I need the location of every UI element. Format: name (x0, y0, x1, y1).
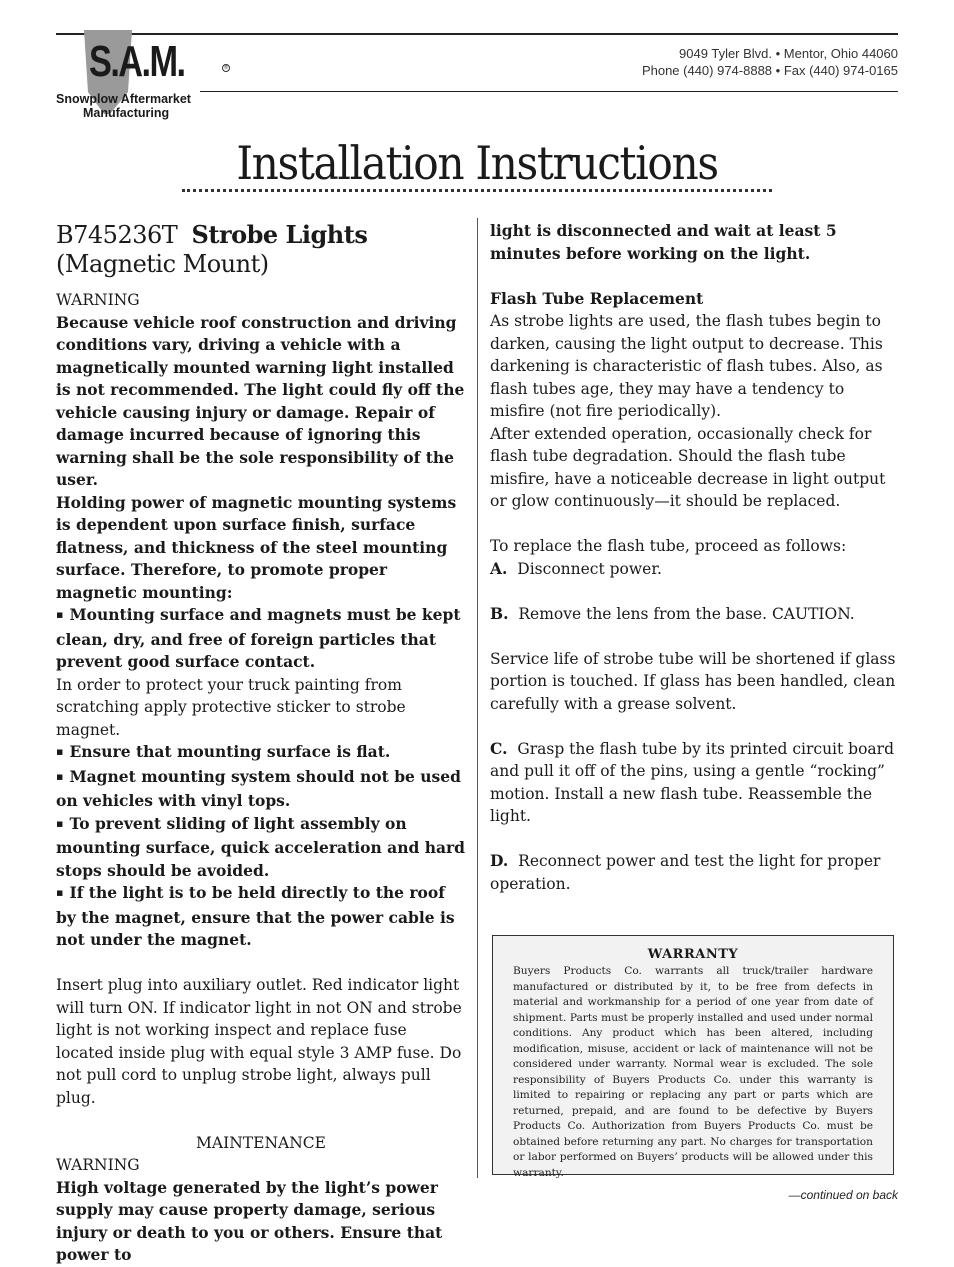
product-code: B745236T (56, 221, 178, 249)
logo-subtitle-line2: Manufacturing (83, 106, 170, 120)
protect-paint-text: In order to protect your truck painting from scratching apply protective sticker to strobe magnet. (56, 675, 406, 739)
logo-text: S.A.M. (89, 37, 185, 86)
step-d (490, 850, 900, 895)
left-column (56, 220, 466, 1267)
logo-subtitle (56, 92, 191, 120)
holding-power-text: Holding power of magnetic mounting systems is dependent upon surface finish, surface flatness, and thickness of the steel mounting surface. Therefore, to promote proper magnetic mounting: (56, 492, 457, 602)
flash-tube-paragraph2: After extended operation, occasionally check for flash tube degradation. Should the flash tube misfire, have a noticeable decrease in light output or glow continuously—it should be replaced. (490, 424, 886, 510)
flash-tube-heading: Flash Tube Replacement (490, 288, 704, 308)
product-name: Strobe Lights (191, 220, 368, 249)
bullet-power-cable: ▪ If the light is to be held directly to the roof by the magnet, ensure that the power cable is not under the magnet. (56, 882, 466, 952)
address-phone-fax: Phone (440) 974-8888 • Fax (440) 974-0165 (641, 63, 898, 78)
warning-heading: WARNING (56, 291, 140, 309)
header-bottom-rule (200, 91, 898, 92)
warning2-text: High voltage generated by the light’s power supply may cause property damage, serious injury or death to you or others. Ensure that power to (56, 1177, 443, 1264)
step-b-label: B. (490, 603, 509, 623)
warning2-heading: WARNING (56, 1156, 140, 1174)
continued-on-back: —continued on back (788, 1188, 898, 1202)
sam-logo (56, 26, 228, 126)
step-d-text: Reconnect power and test the light for proper operation. (490, 852, 881, 893)
maintenance-heading: MAINTENANCE (196, 1133, 326, 1152)
step-c-label: C. (490, 738, 508, 758)
step-c-text: Grasp the flash tube by its printed circuit board and pull it off of the pins, using a gentle “rocking” motion. Install a new flash tube. Reassemble the light. (490, 739, 894, 825)
step-c (490, 738, 900, 828)
step-b (490, 603, 900, 626)
step-a-label: A. (490, 558, 508, 578)
product-subtitle: (Magnetic Mount) (56, 250, 269, 278)
bullet-flat-surface: ▪ Ensure that mounting surface is flat. (56, 741, 466, 766)
title-dotted-rule (182, 189, 772, 196)
page-title: Installation Instructions (236, 136, 718, 190)
company-address (642, 45, 898, 79)
bullet-vinyl-tops: ▪ Magnet mounting system should not be used on vehicles with vinyl tops. (56, 766, 466, 813)
right-column (490, 220, 900, 895)
column-divider (477, 218, 478, 1178)
bullet-clean-surface: ▪ Mounting surface and magnets must be kept clean, dry, and free of foreign particles that prevent good surface contact. (56, 604, 466, 674)
step-a-text: Disconnect power. (517, 559, 662, 578)
warranty-text: Buyers Products Co. warrants all truck/trailer hardware manufactured or distributed by it, to be free from defects in material and workmanship for a period of one year from date of shipment. Parts must be properly installed and used under normal conditions. Any product which has been altered, including modification, misuse, accident or lack of maintenance will not be considered under warranty. Normal wear is excluded. The sole responsibility of Buyers Products Co. under this warranty is limited to repairing or replacing any part or parts which are returned, prepaid, and are found to be defective by Buyers Products Co. Authorization from Buyers Products Co. must be obtained before returning any part. No charges for transportation or labor performed on Buyers’ products will be allowed under this warranty. (513, 965, 873, 1179)
step-b-text: Remove the lens from the base. CAUTION. (518, 604, 855, 623)
product-title (56, 220, 466, 279)
flash-tube-paragraph1: As strobe lights are used, the flash tubes begin to darken, causing the light output to decrease. This darkening is characteristic of flash tubes. Also, as flash tubes age, they may have a tendency to misfire (not fire periodically). (490, 312, 883, 420)
service-life-text: Service life of strobe tube will be shortened if glass portion is touched. If glass has been handled, clean carefully with a grease solvent. (490, 649, 896, 713)
step-d-label: D. (490, 851, 509, 870)
registered-mark: ® (222, 64, 230, 72)
logo-subtitle-line1: Snowplow Aftermarket (56, 92, 191, 106)
continued-warning-text: light is disconnected and wait at least 5 minutes before working on the light. (490, 221, 837, 263)
warranty-heading: WARRANTY (647, 947, 739, 962)
replace-intro: To replace the flash tube, proceed as follows: (490, 537, 847, 555)
warning-text: Because vehicle roof construction and driving conditions vary, driving a vehicle with a magnetically mounted warning light installed is not recommended. The light could fly off the vehicle causing injury or damage. Repair of damage incurred because of ignoring this warning shall be the sole responsibility of the user. (56, 312, 465, 489)
warranty-box (492, 935, 894, 1179)
plug-instructions: Insert plug into auxiliary outlet. Red indicator light will turn ON. If indicator light in not ON and strobe light is not working inspect and replace fuse located inside plug with equal style 3 AMP fuse. Do not pull cord to unplug strobe light, always pull plug. (56, 976, 462, 1107)
bullet-prevent-sliding: ▪ To prevent sliding of light assembly on mounting surface, quick acceleration and hard stops should be avoided. (56, 813, 466, 883)
address-line1: 9049 Tyler Blvd. • Mentor, Ohio 44060 (679, 46, 898, 61)
step-a (490, 558, 900, 581)
